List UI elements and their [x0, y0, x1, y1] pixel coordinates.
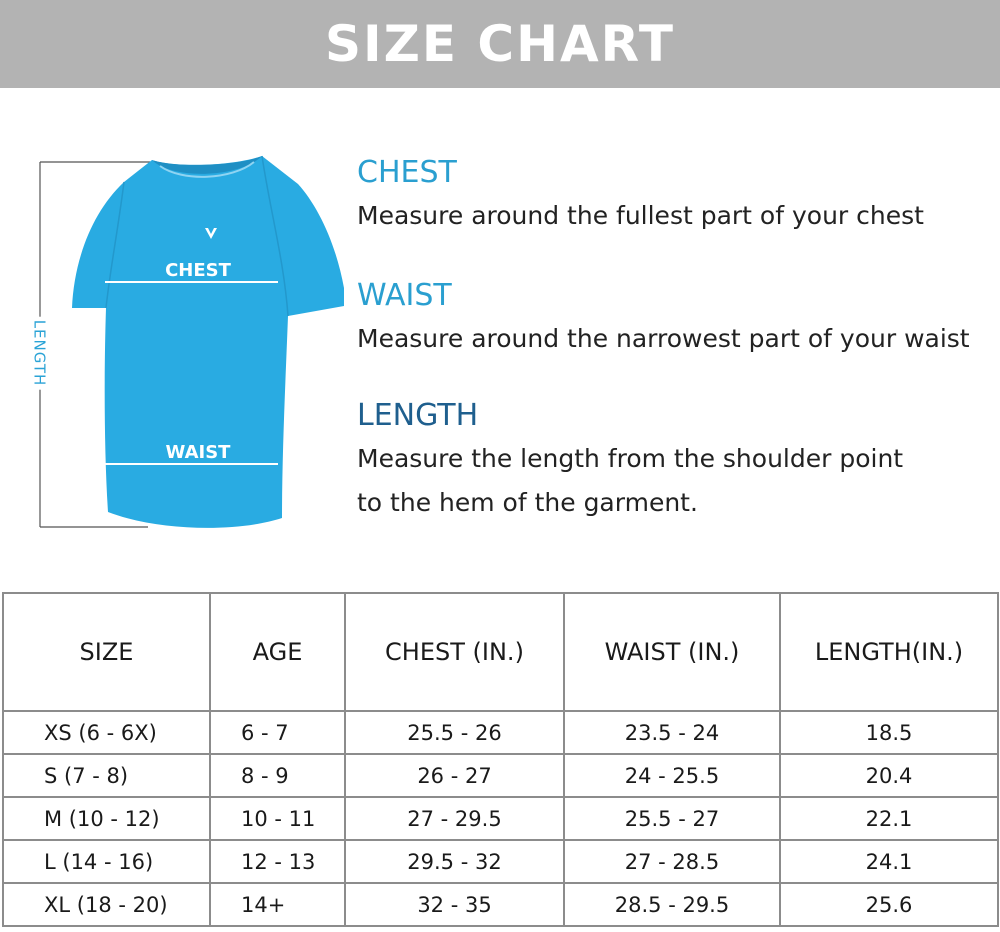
chest-title: CHEST [357, 155, 457, 190]
shirt-illustration [0, 140, 350, 540]
table-row [3, 883, 998, 926]
waist-measure-label: WAIST [165, 442, 231, 463]
size-table [2, 592, 999, 927]
cell-length: 18.5 [780, 711, 998, 754]
header-length: LENGTH(IN.) [780, 593, 998, 711]
cell-waist: 23.5 - 24 [564, 711, 780, 754]
length-section [357, 398, 904, 525]
cell-size: XL (18 - 20) [3, 883, 210, 926]
cell-waist: 28.5 - 29.5 [564, 883, 780, 926]
cell-length: 22.1 [780, 797, 998, 840]
chest-section [357, 155, 924, 238]
header-waist: WAIST (IN.) [564, 593, 780, 711]
chest-measure-label: CHEST [165, 260, 231, 281]
waist-description: Measure around the narrowest part of your waist [357, 324, 970, 353]
cell-age: 10 - 11 [210, 797, 345, 840]
cell-age: 14+ [210, 883, 345, 926]
cell-length: 25.6 [780, 883, 998, 926]
table-row [3, 754, 998, 797]
cell-chest: 25.5 - 26 [345, 711, 564, 754]
cell-chest: 26 - 27 [345, 754, 564, 797]
length-measure-text: LENGTH [30, 317, 48, 390]
table-row [3, 711, 998, 754]
cell-size: M (10 - 12) [3, 797, 210, 840]
cell-length: 20.4 [780, 754, 998, 797]
length-description-line-2: to the hem of the garment. [357, 488, 698, 517]
cell-age: 8 - 9 [210, 754, 345, 797]
page-title: SIZE CHART [324, 15, 676, 73]
cell-size: S (7 - 8) [3, 754, 210, 797]
cell-waist: 24 - 25.5 [564, 754, 780, 797]
cell-waist: 25.5 - 27 [564, 797, 780, 840]
length-measure-label [27, 308, 51, 398]
shirt-figure [0, 140, 350, 540]
cell-waist: 27 - 28.5 [564, 840, 780, 883]
size-table-wrap [2, 592, 999, 927]
cell-size: L (14 - 16) [3, 840, 210, 883]
cell-chest: 29.5 - 32 [345, 840, 564, 883]
cell-age: 6 - 7 [210, 711, 345, 754]
cell-chest: 27 - 29.5 [345, 797, 564, 840]
table-row [3, 797, 998, 840]
table-header-row [3, 593, 998, 711]
table-row [3, 840, 998, 883]
cell-length: 24.1 [780, 840, 998, 883]
length-description-line-1: Measure the length from the shoulder point [357, 444, 904, 473]
waist-section [357, 278, 970, 361]
header-banner [0, 0, 1000, 88]
length-title: LENGTH [357, 398, 479, 433]
cell-size: XS (6 - 6X) [3, 711, 210, 754]
header-size: SIZE [3, 593, 210, 711]
header-chest: CHEST (IN.) [345, 593, 564, 711]
header-age: AGE [210, 593, 345, 711]
cell-chest: 32 - 35 [345, 883, 564, 926]
waist-title: WAIST [357, 278, 452, 313]
cell-age: 12 - 13 [210, 840, 345, 883]
chest-description: Measure around the fullest part of your chest [357, 201, 924, 230]
